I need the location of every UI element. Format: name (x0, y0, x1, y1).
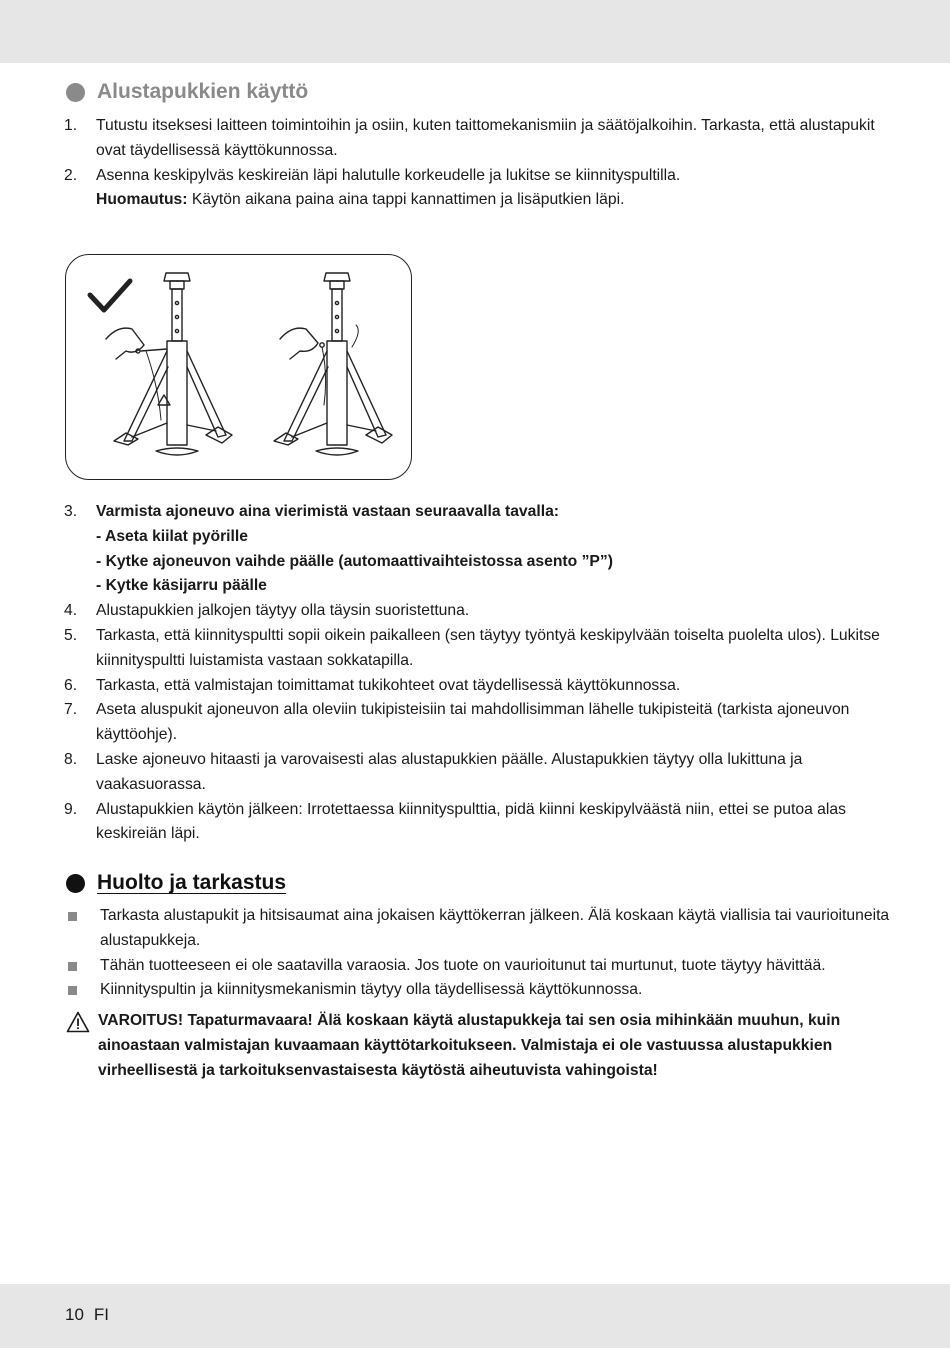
step-text: - Kytke ajoneuvon vaihde päälle (automaattivaihteistossa asento ”P”) (96, 552, 613, 570)
bullet-text: Tähän tuotteeseen ei ole saatavilla varaosia. Jos tuote on vaurioitunut tai murtunut, tuote täytyy hävittää. (100, 956, 826, 974)
maintenance-list (64, 904, 890, 1084)
list-item (64, 500, 890, 599)
jack-stand-right (274, 273, 392, 455)
list-item (64, 599, 890, 624)
list-item (64, 698, 890, 748)
section-title: Alustapukkien käyttö (97, 80, 309, 103)
step-number: 6. (64, 676, 78, 694)
note (64, 188, 890, 213)
page-number: 10 (65, 1305, 84, 1324)
list-item (64, 904, 890, 954)
note-label: Huomautus: (96, 191, 188, 209)
bullet-text: Kiinnityspultin ja kiinnitysmekanismin täytyy olla täydellisessä käyttökunnossa. (100, 981, 643, 999)
list-item (64, 798, 890, 848)
list-item (64, 748, 890, 798)
step-number: 7. (64, 701, 78, 719)
step-text: Aseta aluspukit ajoneuvon alla oleviin tukipisteisiin tai mahdollisimman lähelle tukipisteitä (tarkista ajoneuvon käyttöohje). (96, 701, 850, 744)
square-bullet-icon (68, 986, 77, 995)
step-number: 1. (64, 117, 78, 134)
bullet-dot-icon (66, 874, 85, 893)
top-band (0, 0, 950, 63)
jack-stand-illustration (65, 254, 412, 480)
step-text: Tarkasta, että valmistajan toimittamat tukikohteet ovat täydellisessä käyttökunnossa. (96, 676, 681, 694)
list-item (64, 978, 890, 1003)
step-text: Alustapukkien käytön jälkeen: Irrotettaessa kiinnityspulttia, pidä kiinni keskipylväästä niin, ettei se putoa alas keskireiän läpi. (96, 800, 846, 843)
step-text: Tarkasta, että kiinnityspultti sopii oikein paikalleen (sen täytyy työntyä keskipylvään toiselta puolelta ulos). Lukitse kiinnityspultti luistamista vastaan sokkatapilla. (96, 626, 880, 669)
list-item (64, 114, 890, 164)
bullet-text: Tarkasta alustapukit ja hitsisaumat aina jokaisen käyttökerran jälkeen. Älä koskaan käytä viallisia tai vaurioituneita alustapukkeja. (100, 907, 890, 949)
step-text: Laske ajoneuvo hitaasti ja varovaisesti alas alustapukkien päälle. Alustapukkien täytyy olla lukittuna ja vaakasuorassa. (96, 750, 803, 793)
warning-text: VAROITUS! Tapaturmavaara! Älä koskaan käytä alustapukkeja tai sen osia mihinkään muuhun, kuin ainoastaan valmistajan kuvaamaan käyttötarkoitukseen. Valmistaja ei ole vastuussa alustapukkien virheellisestä ja tarkoituksenvastaisesta käytöstä aiheutuvista vahingoista! (98, 1012, 841, 1079)
section-title: Huolto ja tarkastus (97, 871, 287, 894)
step-number: 3. (64, 503, 78, 520)
checkmark-icon (90, 281, 130, 310)
step-number: 5. (64, 626, 78, 644)
bottom-band (0, 1284, 950, 1348)
language-code: FI (93, 1305, 110, 1324)
jack-stand-left (106, 273, 232, 455)
step-number: 8. (64, 750, 78, 768)
square-bullet-icon (68, 912, 77, 921)
section-heading-maintenance (66, 871, 286, 895)
section-heading-usage (66, 80, 308, 104)
step-text: - Kytke käsijarru päälle (96, 577, 267, 595)
step-text: Tutustu itseksesi laitteen toimintoihin ja osiin, kuten taittomekanismiin ja säätöjalkoihin. Tarkasta, että alustapukit ovat täydellisessä käyttökunnossa. (96, 117, 875, 159)
warning-triangle-icon (66, 1011, 90, 1033)
square-bullet-icon (68, 962, 77, 971)
step-text: Asenna keskipylväs keskireiän läpi halutulle korkeudelle ja lukitse se kiinnityspultilla. (96, 166, 681, 184)
step-text: - Aseta kiilat pyörille (96, 527, 248, 545)
steps-list-b (64, 500, 890, 847)
step-number: 2. (64, 166, 78, 184)
list-item (64, 674, 890, 699)
list-item (64, 954, 890, 979)
warning-block (64, 1009, 890, 1083)
step-text: Alustapukkien jalkojen täytyy olla täysin suoristettuna. (96, 602, 470, 620)
step-text: Varmista ajoneuvo aina vierimistä vastaan seuraavalla tavalla: (96, 503, 560, 520)
step-number: 4. (64, 602, 78, 620)
note-text: Käytön aikana paina aina tappi kannattimen ja lisäputkien läpi. (187, 191, 625, 209)
bullet-dot-icon (66, 83, 85, 102)
page-footer (65, 1305, 109, 1325)
list-item (64, 624, 890, 674)
step-number: 9. (64, 800, 78, 818)
list-item (64, 164, 890, 189)
steps-list-a (64, 114, 890, 213)
